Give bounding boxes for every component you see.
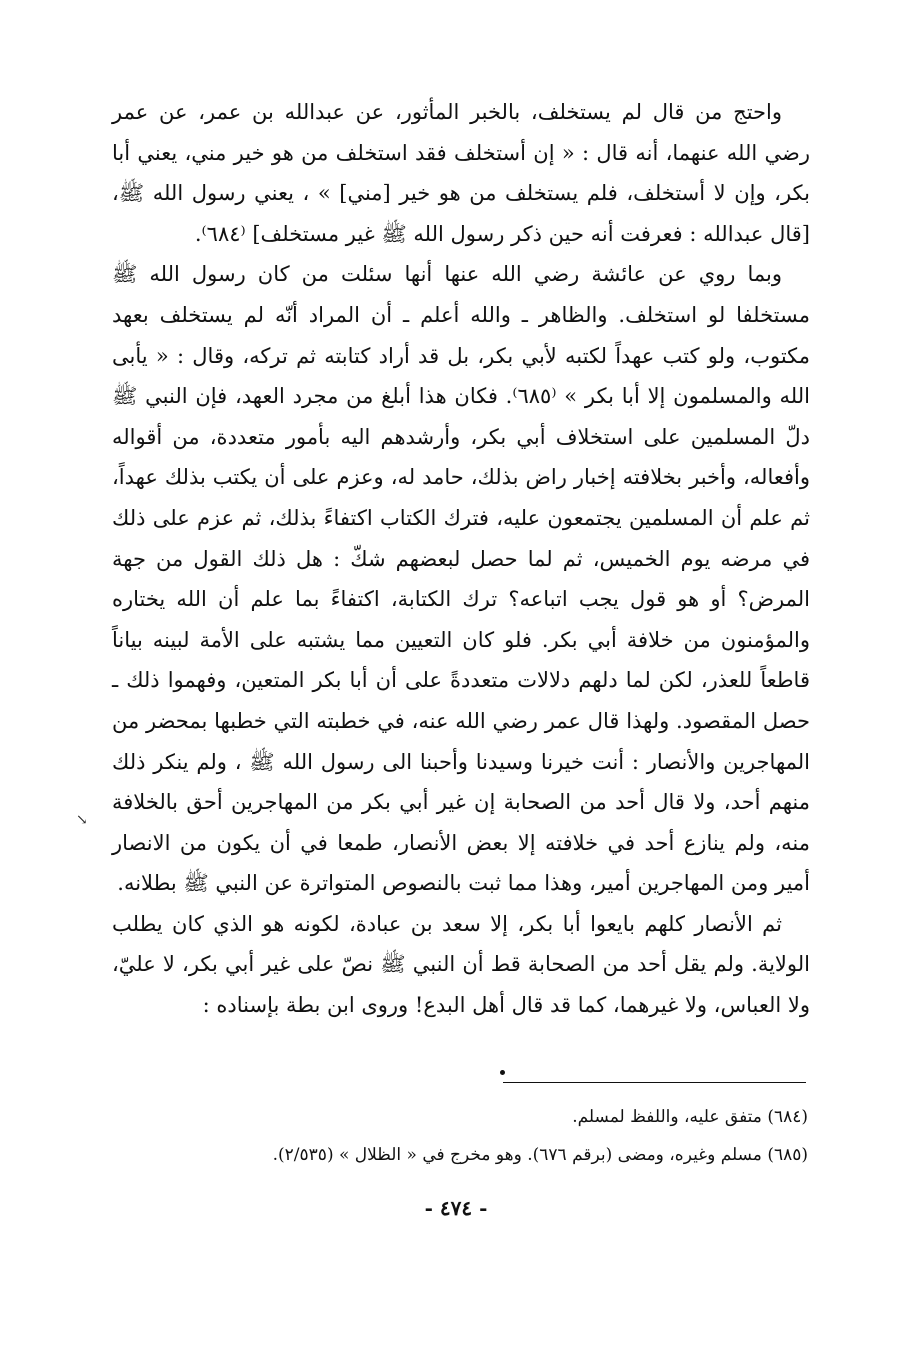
- footnote-separator: [503, 1082, 806, 1083]
- paragraph-1: واحتج من قال لم يستخلف، بالخبر المأثور، عن عبدالله بن عمر، عن عمر رضي الله عنهما، أنه قال : « إن أستخلف فقد استخلف من هو خير مني، يعني أبا بكر، وإن لا أستخلف، فلم يستخلف من هو خير [مني] » ، يعني رسول الله ﷺ، [قال عبدالله : فعرفت أنه حين ذكر رسول الله ﷺ غير مستخلف] ⁽٦٨٤⁾.: [112, 100, 810, 246]
- page-number: - ٤٧٤ -: [424, 1196, 488, 1220]
- paragraph-2: وبما روي عن عائشة رضي الله عنها أنها سئلت من كان رسول الله ﷺ مستخلفا لو استخلف. والظاهر ـ والله أعلم ـ أن المراد أنّه لم يستخلف بعهد مكتوب، ولو كتب عهداً لكتبه لأبي بكر، بل قد أراد كتابته ثم تركه، وقال : « يأبى الله والمسلمون إلا أبا بكر » ⁽٦٨٥⁾. فكان هذا أبلغ من مجرد العهد، فإن النبي ﷺ دلّ المسلمين على استخلاف أبي بكر، وأرشدهم اليه بأمور متعددة، من أقواله وأفعاله، وأخبر بخلافته إخبار راض بذلك، حامد له، وعزم على أن يكتب بذلك عهداً، ثم علم أن المسلمين يجتمعون عليه، فترك الكتاب اكتفاءً بذلك، ثم عزم على ذلك في مرضه يوم الخميس، ثم لما حصل لبعضهم شكّ : هل ذلك القول من جهة المرض؟ أو هو قول يجب اتباعه؟ ترك الكتابة، اكتفاءً بما علم أن الله يختاره والمؤمنون من خلافة أبي بكر. فلو كان التعيين مما يشتبه على الأمة لبينه بياناً قاطعاً للعذر، لكن لما دلهم دلالات متعددةً على أن أبا بكر المتعين، وفهموا ذلك ـ حصل المقصود. ولهذا قال عمر رضي الله عنه، في خطبته التي خطبها بمحضر من المهاجرين والأنصار : أنت خيرنا وسيدنا وأحبنا الى رسول الله ﷺ ، ولم ينكر ذلك منهم أحد، ولا قال أحد من الصحابة إن غير أبي بكر من المهاجرين أحق بالخلافة منه، ولم ينازع أحد في خلافته إلا بعض الأنصار، طمعا في أن يكون من الانصار أمير ومن المهاجرين أمير، وهذا مما ثبت بالنصوص المتواترة عن النبي ﷺ بطلانه.: [112, 262, 810, 896]
- footnote-rule-dot: [500, 1070, 505, 1075]
- margin-mark: ↘: [76, 812, 88, 828]
- paragraph-3: ثم الأنصار كلهم بايعوا أبا بكر، إلا سعد بن عبادة، لكونه هو الذي كان يطلب الولاية. ولم يقل أحد من الصحابة قط أن النبي ﷺ نصّ على غير أبي بكر، لا عليّ، ولا العباس، ولا غيرهما، كما قد قال أهل البدع! وروى ابن بطة بإسناده :: [112, 911, 810, 1018]
- footnote-685: (٦٨٥) مسلم وغيره، ومضى (برقم ٦٧٦). وهو مخرج في « الظلال » (٢/٥٣٥).: [272, 1145, 808, 1165]
- footnotes: [112, 1098, 808, 1174]
- main-text: [112, 92, 810, 1026]
- footnote-684: (٦٨٤) متفق عليه، واللفظ لمسلم.: [572, 1107, 808, 1127]
